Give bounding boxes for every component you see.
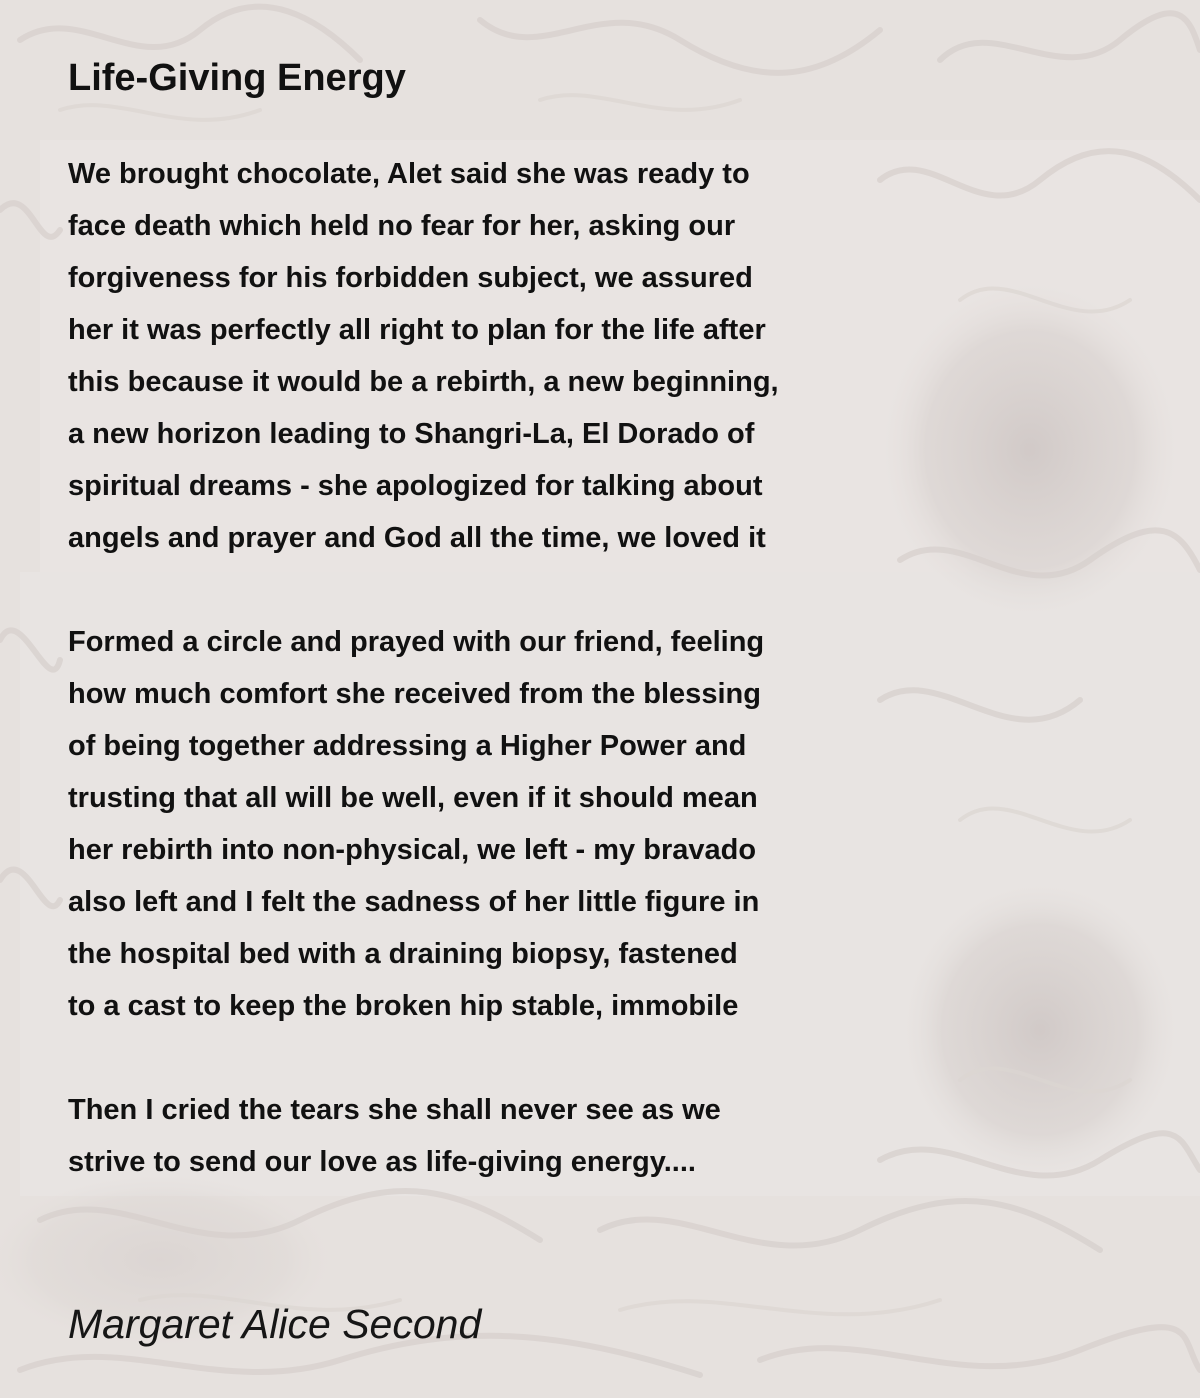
poem-line: her it was perfectly all right to plan for the life after <box>68 314 766 346</box>
stanza-2 <box>68 616 928 1032</box>
poem-line: Formed a circle and prayed with our friend, feeling <box>68 626 765 658</box>
poem-line: to a cast to keep the broken hip stable, immobile <box>68 990 739 1022</box>
poem-line: her rebirth into non-physical, we left - my bravado <box>68 834 757 866</box>
poem-line: We brought chocolate, Alet said she was ready to <box>68 158 750 190</box>
poem-body <box>68 148 928 1240</box>
poem-line: a new horizon leading to Shangri-La, El Dorado of <box>68 418 755 450</box>
stanza-1 <box>68 148 928 564</box>
poem-line: face death which held no fear for her, asking our <box>68 210 736 242</box>
poem-line: spiritual dreams - she apologized for talking about <box>68 470 763 502</box>
poem-line: how much comfort she received from the blessing <box>68 678 761 710</box>
poem-line: this because it would be a rebirth, a new beginning, <box>68 366 779 398</box>
poem-line: angels and prayer and God all the time, we loved it <box>68 522 766 554</box>
poem-line: the hospital bed with a draining biopsy, fastened <box>68 938 738 970</box>
poem-line: also left and I felt the sadness of her little figure in <box>68 886 760 918</box>
poem-line: of being together addressing a Higher Power and <box>68 730 747 762</box>
poem-line: Then I cried the tears she shall never see as we <box>68 1094 721 1126</box>
poem-author: Margaret Alice Second <box>68 1301 482 1347</box>
poem-line: strive to send our love as life-giving energy.... <box>68 1146 696 1178</box>
stanza-3 <box>68 1084 928 1188</box>
poem-title: Life-Giving Energy <box>68 57 406 99</box>
poem-line: trusting that all will be well, even if it should mean <box>68 782 758 814</box>
poem-line: forgiveness for his forbidden subject, we assured <box>68 262 753 294</box>
